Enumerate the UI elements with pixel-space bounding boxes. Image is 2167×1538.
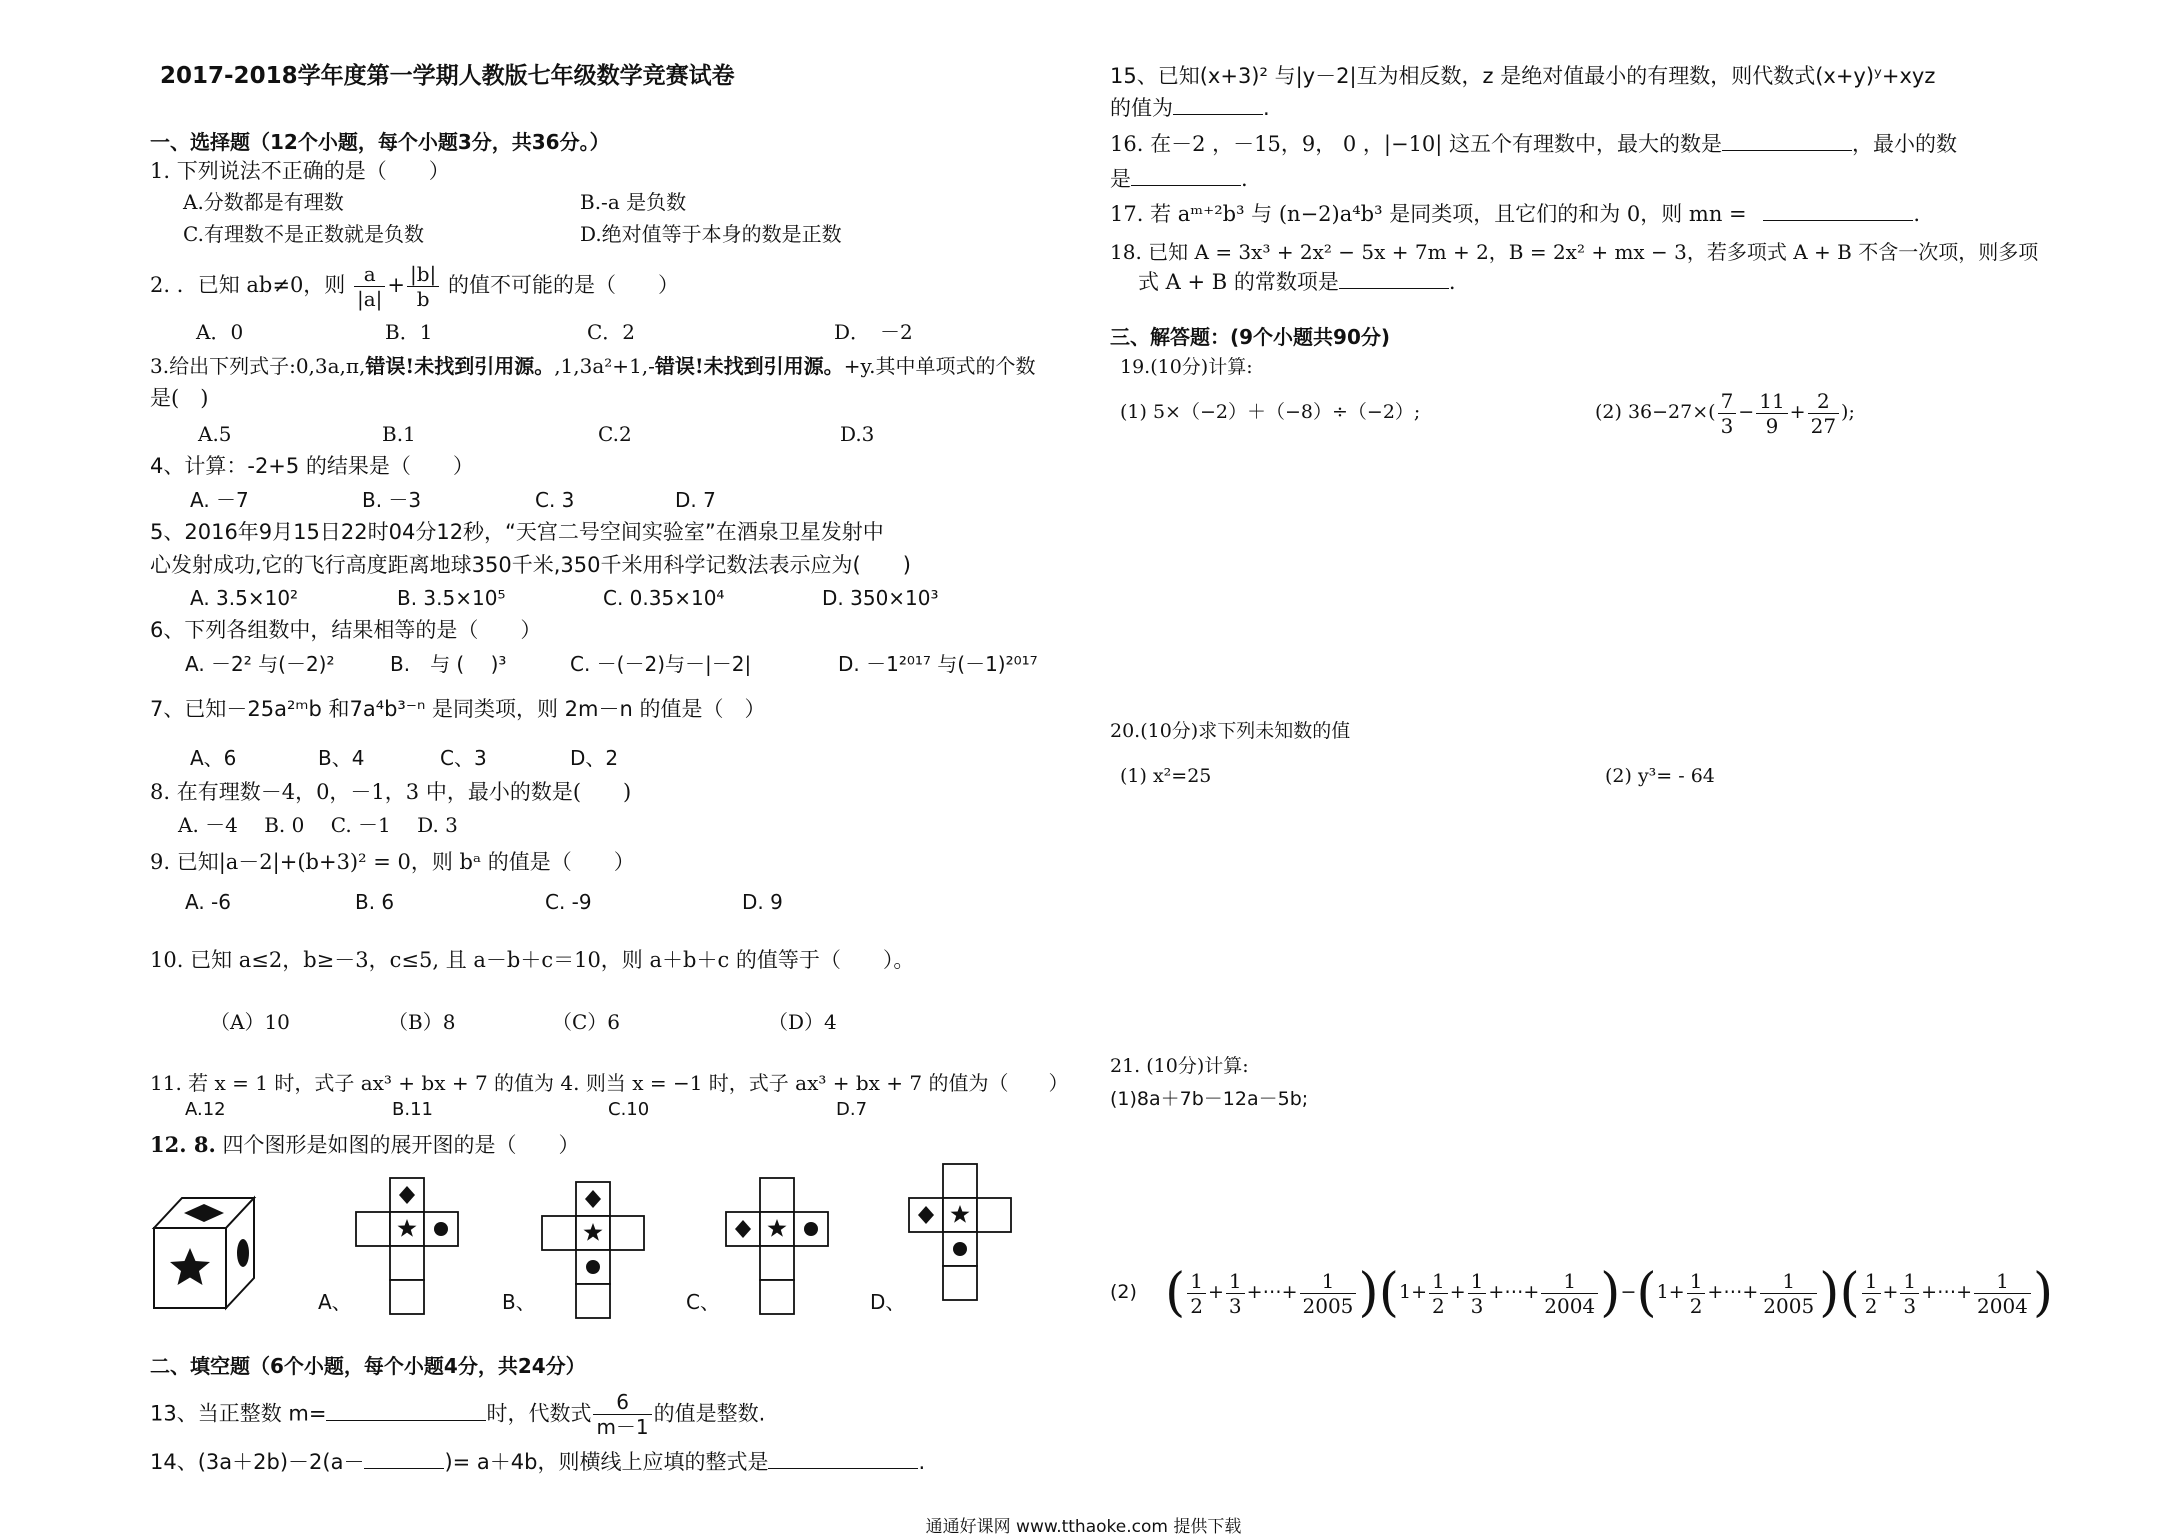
q11-option-c: C.10 — [608, 1099, 650, 1120]
q2-fraction-b — [407, 262, 439, 311]
q6-option-d: D. －1²⁰¹⁷ 与(－1)²⁰¹⁷ — [838, 652, 1038, 676]
q4-option-c: C. 3 — [535, 488, 575, 512]
q13-stem — [150, 1390, 765, 1439]
q13-f-num: 6 — [593, 1390, 651, 1415]
q19-p2-pre: (2) 36−27×( — [1595, 401, 1716, 423]
q16-l2-text: 是 — [1110, 167, 1131, 191]
q1-option-a: A.分数都是有理数 — [183, 190, 344, 214]
q12-net-d — [905, 1162, 1017, 1302]
q19-f1-num: 7 — [1718, 389, 1737, 414]
q5-option-b: B. 3.5×10⁵ — [397, 586, 506, 610]
q10-option-a: （A）10 — [210, 1010, 290, 1034]
q6-option-c: C. －(－2)与－|－2| — [570, 652, 752, 676]
q16-blank-1[interactable] — [1722, 130, 1852, 151]
q3-error-ref-1: 错误!未找到引用源。 — [365, 354, 555, 378]
q2-fraction-a — [354, 262, 385, 311]
q4-stem: 4、计算：-2+5 的结果是（ ） — [150, 454, 474, 478]
q2-fb-den: b — [416, 287, 430, 311]
q11-option-b: B.11 — [392, 1099, 433, 1120]
q21-stem: 21. (10分)计算: — [1110, 1055, 1249, 1077]
q12-net-a — [352, 1176, 464, 1316]
q11-option-a: A.12 — [185, 1099, 226, 1120]
q19-fraction-1 — [1718, 389, 1737, 438]
q21-e1-f3: $\frac{1}{3}$ — [1226, 1269, 1245, 1318]
q6-option-b: B. 与 ( )³ — [390, 652, 507, 676]
q9-stem: 9. 已知|a－2|+(b+3)² = 0，则 bᵃ 的值是（ ） — [150, 850, 635, 874]
q12-net-b — [538, 1180, 650, 1320]
q5-stem-line1: 5、2016年9月15日22时04分12秒，“天宫二号空间实验室”在酒泉卫星发射中 — [150, 520, 884, 544]
q3-option-b: B.1 — [382, 422, 416, 446]
q4-option-a: A. －7 — [190, 488, 249, 512]
q2-plus: + — [387, 273, 406, 297]
q2-option-a: A．0 — [196, 320, 244, 344]
q6-option-a: A. －2² 与(－2)² — [185, 652, 335, 676]
q13-f-den: m－1 — [596, 1415, 649, 1439]
q12-cube-figure — [150, 1190, 260, 1312]
q3-part1: 3.给出下列式子:0,3a,π, — [150, 354, 366, 378]
q17-blank[interactable] — [1763, 200, 1913, 221]
q19-part2 — [1595, 384, 1855, 440]
q21-e3-f2: $\frac{1}{2}$ — [1687, 1269, 1706, 1318]
q17-post: . — [1913, 202, 1920, 226]
q14-post: . — [918, 1450, 926, 1474]
q14-mid: )= a＋4b，则横线上应填的整式是 — [444, 1450, 769, 1474]
q3-error-ref-2: 错误!未找到引用源。 — [654, 354, 844, 378]
q19-minus: − — [1738, 401, 1755, 423]
q20-part2: (2) y³= - 64 — [1605, 765, 1715, 787]
q19-part1: (1) 5×（−2）＋（−8）÷（−2）; — [1120, 401, 1421, 423]
q12-option-a: A、 — [318, 1290, 352, 1314]
q2-option-c: C．2 — [587, 320, 636, 344]
q1-option-d: D.绝对值等于本身的数是正数 — [580, 222, 842, 246]
q7-option-c: C、3 — [440, 746, 487, 770]
q2-option-b: B．1 — [385, 320, 433, 344]
q21-e2-f3: $\frac{1}{3}$ — [1468, 1269, 1487, 1318]
q8-stem: 8. 在有理数－4，0，－1，3 中，最小的数是( ) — [150, 780, 632, 804]
q16-l1-text: 16. 在－2 ，－15，9， 0 ，|−10| 这五个有理数中，最大的数是 — [1110, 132, 1723, 156]
q7-option-d: D、2 — [570, 746, 619, 770]
q7-option-a: A、6 — [190, 746, 237, 770]
q3-stem-line1 — [150, 352, 1035, 380]
right-column — [1100, 0, 2167, 1529]
q16-l2-end: . — [1241, 167, 1248, 191]
circle-icon — [434, 1222, 448, 1236]
q18-stem-line1: 18. 已知 A = 3x³ + 2x² − 5x + 7m + 2，B = 2x² + mx − 3，若多项式 A + B 不含一次项，则多项 — [1110, 240, 2039, 264]
circle-icon — [953, 1242, 967, 1256]
q12-number: 12. 8. — [150, 1132, 216, 1157]
q21-e4-f2: $\frac{1}{2}$ — [1862, 1269, 1881, 1318]
q12-option-d: D、 — [870, 1290, 906, 1314]
q16-stem-line1 — [1110, 130, 1957, 158]
section-choice-header: 一、选择题（12个小题，每个小题3分，共36分。） — [150, 130, 610, 154]
q17-stem — [1110, 200, 1920, 228]
q7-stem: 7、已知－25a²ᵐb 和7a⁴b³⁻ⁿ 是同类项，则 2m－n 的值是（ ） — [150, 697, 766, 721]
q15-l2-end: . — [1263, 96, 1270, 120]
q12-option-b: B、 — [502, 1290, 536, 1314]
q15-blank[interactable] — [1173, 94, 1263, 115]
q18-stem-line2 — [1138, 268, 1456, 296]
q20-part1: (1) x²=25 — [1120, 765, 1212, 787]
q12-text: 四个图形是如图的展开图的是（ ） — [222, 1133, 580, 1157]
q12-option-c: C、 — [686, 1290, 720, 1314]
q5-option-d: D. 350×10³ — [822, 586, 939, 610]
q3-part2: ,1,3a²+1,- — [554, 354, 655, 378]
q3-option-c: C.2 — [598, 422, 632, 446]
q14-pre: 14、(3a＋2b)－2(a－ — [150, 1450, 365, 1474]
q5-stem-line2: 心发射成功,它的飞行高度距离地球350千米,350千米用科学记数法表示应为( ) — [150, 553, 911, 577]
q13-fraction — [593, 1390, 651, 1439]
q19-f3-num: 2 — [1808, 389, 1839, 414]
q14-stem — [150, 1448, 925, 1476]
q10-option-b: （B）8 — [388, 1010, 456, 1034]
q21-e1-f2: $\frac{1}{2}$ — [1187, 1269, 1206, 1318]
q15-stem-line1: 15、已知(x+3)² 与|y－2|互为相反数，z 是绝对值最小的有理数，则代数式(x+y)ʸ+xyz — [1110, 64, 1936, 88]
q16-l1-end: ，最小的数 — [1852, 132, 1958, 156]
q1-option-c: C.有理数不是正数就是负数 — [183, 222, 424, 246]
q16-stem-line2 — [1110, 165, 1248, 193]
q21-e1-f2005: $\frac{1}{2005}$ — [1300, 1269, 1357, 1318]
q20-stem: 20.(10分)求下列未知数的值 — [1110, 720, 1351, 742]
q19-f2-den: 9 — [1765, 413, 1779, 438]
q19-fraction-2 — [1756, 389, 1787, 438]
q6-stem: 6、下列各组数中，结果相等的是（ ） — [150, 618, 542, 642]
q12-net-c — [722, 1176, 834, 1316]
q9-option-d: D. 9 — [742, 890, 783, 914]
page-footer: 通通好课网 www.tthaoke.com 提供下载 — [925, 1517, 1242, 1537]
q3-part3: +y.其中单项式的个数 — [843, 354, 1036, 378]
q17-pre: 17. 若 aᵐ⁺²b³ 与 (n−2)a⁴b³ 是同类项，且它们的和为 0，则 mn = — [1110, 202, 1747, 226]
q2-stem — [150, 262, 679, 311]
q11-stem: 11. 若 x = 1 时，式子 ax³ + bx + 7 的值为 4. 则当 x = −1 时，式子 ax³ + bx + 7 的值为（ ） — [150, 1071, 1069, 1095]
circle-icon — [586, 1260, 600, 1274]
q1-stem: 1. 下列说法不正确的是（ ） — [150, 159, 450, 183]
q2-post: 的值不可能的是（ ） — [447, 273, 679, 297]
q21-e4-f2004: $\frac{1}{2004}$ — [1974, 1269, 2031, 1318]
section-fill-header: 二、填空题（6个小题，每个小题4分，共24分） — [150, 1354, 586, 1378]
q3-option-a: A.5 — [198, 422, 232, 446]
q13-mid: 时，代数式 — [486, 1401, 592, 1426]
q3-option-d: D.3 — [840, 422, 875, 446]
q15-l2-text: 的值为 — [1110, 96, 1173, 120]
q12-stem — [150, 1131, 579, 1159]
q21-e2-f2004: $\frac{1}{2004}$ — [1541, 1269, 1598, 1318]
q11-option-d: D.7 — [836, 1099, 868, 1120]
q2-fa-num: a — [354, 262, 385, 287]
q21-p2-label: (2) — [1110, 1281, 1137, 1303]
q21-e4-f3: $\frac{1}{3}$ — [1900, 1269, 1919, 1318]
q2-fa-den: |a| — [357, 287, 383, 311]
q8-options: A. －4 B. 0 C. －1 D. 3 — [178, 813, 458, 837]
q9-option-b: B. 6 — [355, 890, 395, 914]
circle-icon — [804, 1222, 818, 1236]
q21-part1: (1)8a＋7b－12a－5b; — [1110, 1088, 1309, 1110]
q13-pre: 13、当正整数 m= — [150, 1401, 327, 1426]
q14-blank-1[interactable] — [364, 1448, 444, 1469]
q19-f2-num: 11 — [1756, 389, 1787, 414]
q9-option-a: A. -6 — [185, 890, 231, 914]
q16-blank-2[interactable] — [1131, 165, 1241, 186]
q21-part2: (2) ( $\frac{1}{2}$ + $\frac{1}{3}$ +⋯+ $\frac{1}{2005}$ )(1+ $\frac{1}{2}$ + $\frac{1}{3}$ +⋯+ $\frac{1}{2004}$ )−(1+ $\frac{1}{2}$ +⋯+ $\frac{1}{2005}$ )( $\frac{1}{2}$ + $\frac{1}{3}$ +⋯+ $\frac{1}{2004}$ ) — [1110, 1263, 2054, 1323]
q19-f1-den: 3 — [1720, 413, 1734, 438]
q7-option-b: B、4 — [318, 746, 365, 770]
q19-p2-post: ); — [1841, 401, 1855, 423]
q19-fraction-3 — [1808, 389, 1839, 438]
q18-blank[interactable] — [1339, 268, 1449, 289]
q19-stem: 19.(10分)计算: — [1120, 356, 1253, 378]
q5-option-c: C. 0.35×10⁴ — [603, 586, 725, 610]
q1-option-b: B.-a 是负数 — [580, 190, 687, 214]
q4-option-b: B. －3 — [362, 488, 422, 512]
q19-f3-den: 27 — [1810, 413, 1837, 438]
q19-plus: + — [1789, 401, 1806, 423]
q18-l2-text: 式 A + B 的常数项是 — [1138, 270, 1339, 294]
q10-stem: 10. 已知 a≤2，b≥－3，c≤5, 且 a－b＋c＝10，则 a＋b＋c 的值等于（ ）。 — [150, 948, 915, 972]
q10-option-d: （D）4 — [768, 1010, 837, 1034]
q2-pre: 2. ．已知 ab≠0，则 — [150, 273, 346, 297]
q13-blank[interactable] — [326, 1400, 486, 1421]
q13-post: 的值是整数. — [653, 1401, 766, 1426]
section-answer-header: 三、解答题：(9个小题共90分) — [1110, 325, 1391, 349]
q18-l2-end: . — [1448, 270, 1456, 294]
q2-fb-num: |b| — [407, 262, 439, 287]
q21-e3-f2005: $\frac{1}{2005}$ — [1760, 1269, 1817, 1318]
page-title: 2017-2018学年度第一学期人教版七年级数学竞赛试卷 — [160, 63, 735, 89]
circle-icon — [237, 1239, 249, 1267]
q10-option-c: （C）6 — [552, 1010, 621, 1034]
q3-stem-line2: 是( ) — [150, 386, 209, 410]
q2-option-d: D． －2 — [834, 320, 913, 344]
q15-stem-line2 — [1110, 94, 1270, 122]
q4-option-d: D. 7 — [675, 488, 716, 512]
q14-blank-2[interactable] — [768, 1448, 918, 1469]
q21-e2-f2: $\frac{1}{2}$ — [1429, 1269, 1448, 1318]
q9-option-c: C. -9 — [545, 890, 592, 914]
q5-option-a: A. 3.5×10² — [190, 586, 299, 610]
